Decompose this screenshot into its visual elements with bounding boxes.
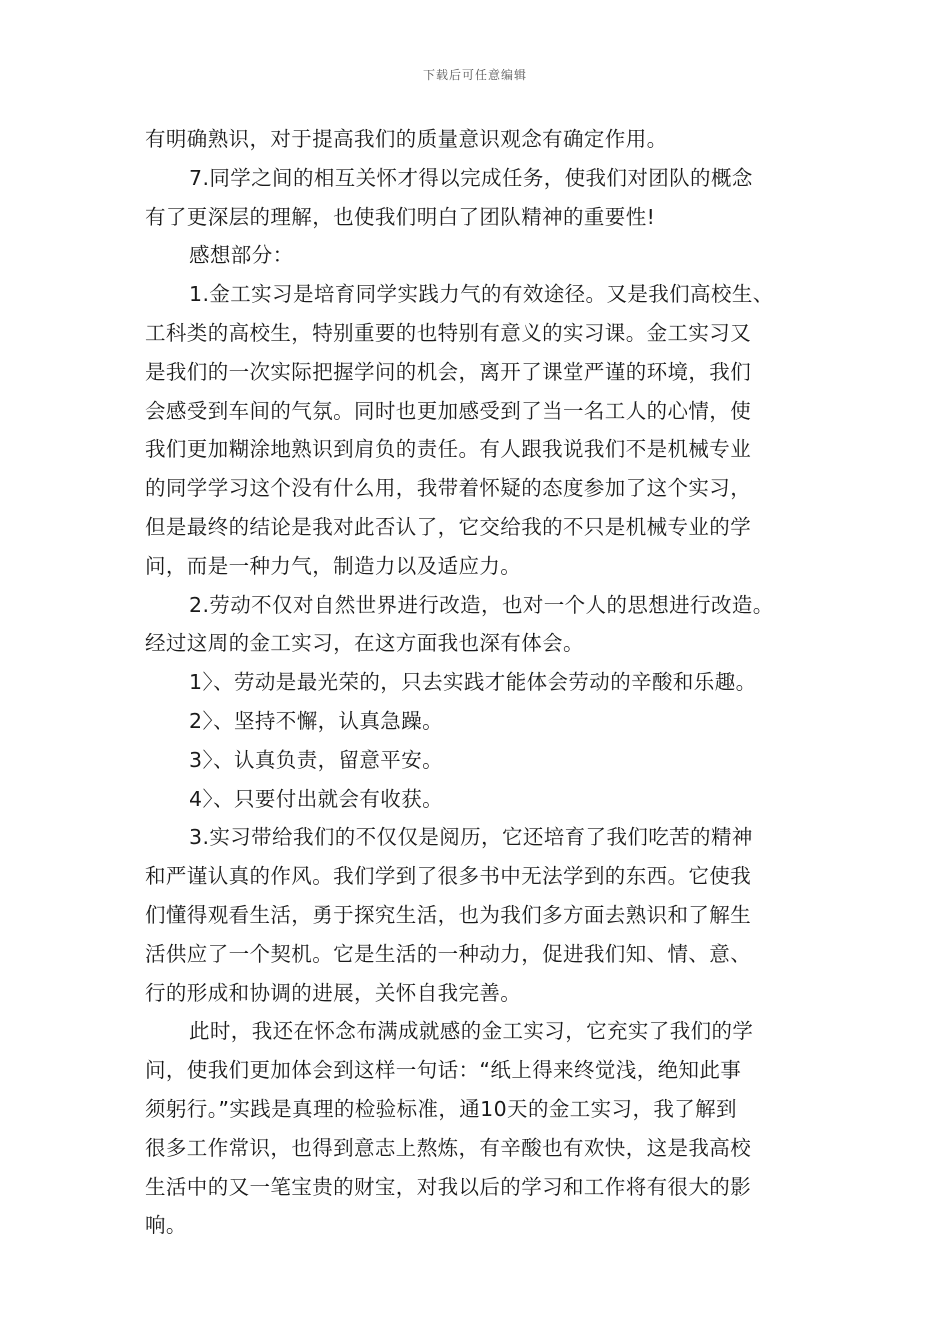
text-line: 7.同学之间的相互关怀才得以完成任务，使我们对团队的概念 bbox=[189, 165, 753, 190]
text-line: 工科类的高校生，特别重要的也特别有意义的实习课。金工实习又 bbox=[145, 320, 752, 345]
text-line: 问，使我们更加体会到这样一句话：“纸上得来终觉浅，绝知此事 bbox=[145, 1058, 742, 1083]
text-line: 生活中的又一笔宝贵的财宝，对我以后的学习和工作将有很大的影 bbox=[145, 1174, 752, 1199]
text-line: 会感受到车间的气氛。同时也更加感受到了当一名工人的心情，使 bbox=[145, 398, 752, 423]
text-line: 1.金工实习是培育同学实践力气的有效途径。又是我们高校生、 bbox=[189, 282, 774, 307]
text-line: 须躬行。”实践是真理的检验标准，通10天的金工实习，我了解到 bbox=[145, 1096, 737, 1121]
text-line: 的同学学习这个没有什么用，我带着怀疑的态度参加了这个实习， bbox=[145, 476, 752, 501]
text-line: 问，而是一种力气，制造力以及适应力。 bbox=[145, 553, 522, 578]
text-line: 行的形成和协调的进展，关怀自我完善。 bbox=[145, 980, 522, 1005]
list-item: 4〉、只要付出就会有收获。 bbox=[189, 786, 443, 811]
text-line: 但是最终的结论是我对此否认了，它交给我的不只是机械专业的学 bbox=[145, 514, 752, 539]
text-line: 是我们的一次实际把握学问的机会，离开了课堂严谨的环境，我们 bbox=[145, 359, 752, 384]
list-item: 1〉、劳动是最光荣的，只去实践才能体会劳动的辛酸和乐趣。 bbox=[189, 670, 757, 695]
text-line: 活供应了一个契机。它是生活的一种动力，促进我们知、情、意、 bbox=[145, 941, 752, 966]
text-line: 此时，我还在怀念布满成就感的金工实习，它充实了我们的学 bbox=[189, 1019, 754, 1044]
section-heading: 感想部分： bbox=[189, 243, 294, 268]
list-item: 3〉、认真负责，留意平安。 bbox=[189, 747, 443, 772]
text-line: 有明确熟识，对于提高我们的质量意识观念有确定作用。 bbox=[145, 127, 668, 151]
text-line: 我们更加糊涂地熟识到肩负的责任。有人跟我说我们不是机械专业 bbox=[145, 437, 752, 462]
text-line: 响。 bbox=[145, 1213, 187, 1238]
text-line: 有了更深层的理解，也使我们明白了团队精神的重要性! bbox=[145, 204, 656, 229]
text-line: 很多工作常识，也得到意志上熬炼，有辛酸也有欢快，这是我高校 bbox=[145, 1135, 752, 1160]
document-body bbox=[145, 120, 825, 1245]
text-line: 们懂得观看生活，勇于探究生活，也为我们多方面去熟识和了解生 bbox=[145, 902, 752, 927]
text-line: 2.劳动不仅对自然世界进行改造，也对一个人的思想进行改造。 bbox=[189, 592, 774, 617]
text-line: 和严谨认真的作风。我们学到了很多书中无法学到的东西。它使我 bbox=[145, 864, 752, 889]
text-line: 3.实习带给我们的不仅仅是阅历，它还培育了我们吃苦的精神 bbox=[189, 825, 753, 850]
list-item: 2〉、坚持不懈，认真急躁。 bbox=[189, 708, 443, 733]
page-header: 下载后可任意编辑 bbox=[422, 68, 527, 82]
text-line: 经过这周的金工实习，在这方面我也深有体会。 bbox=[145, 631, 584, 656]
